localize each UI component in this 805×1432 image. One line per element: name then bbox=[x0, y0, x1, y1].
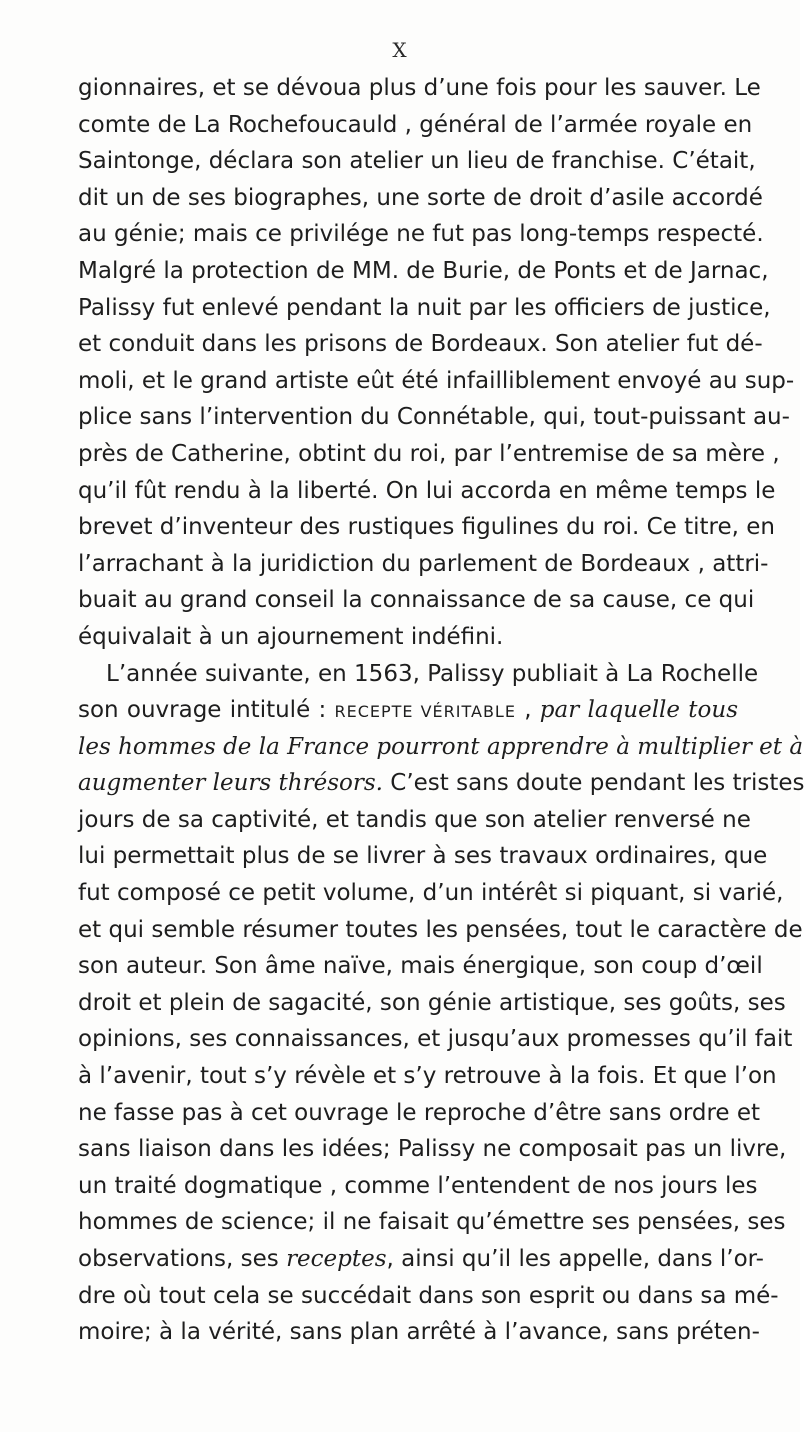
text-line: Saintonge, déclara son atelier un lieu de franchise. C’était, bbox=[78, 148, 756, 175]
text-line: qu’il fût rendu à la liberté. On lui accorda en même temps le bbox=[78, 477, 776, 504]
text-line: au génie; mais ce privilége ne fut pas long-temps respecté. bbox=[78, 221, 764, 248]
text-line: moli, et le grand artiste eût été infailliblement envoyé au sup- bbox=[78, 367, 795, 394]
text-line: gionnaires, et se dévoua plus d’une fois pour les sauver. Le bbox=[78, 75, 761, 101]
text-line: près de Catherine, obtint du roi, par l’entremise de sa mère , bbox=[78, 440, 780, 467]
text-line: lui permettait plus de se livrer à ses travaux ordinaires, que bbox=[78, 843, 768, 870]
book-title-italic: augmenter leurs thrésors. bbox=[78, 770, 383, 797]
text-line: jours de sa captivité, et tandis que son atelier renversé ne bbox=[78, 806, 751, 833]
text-run: C’est sans doute pendant les tristes bbox=[382, 770, 805, 797]
text-line: et qui semble résumer toutes les pensées, tout le caractère de bbox=[78, 916, 803, 943]
page-number: X bbox=[392, 38, 408, 62]
text-line: sans liaison dans les idées; Palissy ne composait pas un livre, bbox=[78, 1136, 787, 1163]
text-line: et conduit dans les prisons de Bordeaux. Son atelier fut dé- bbox=[78, 331, 763, 358]
text-line: dre où tout cela se succédait dans son esprit ou dans sa mé- bbox=[78, 1282, 779, 1309]
text-line: moire; à la vérité, sans plan arrêté à l’avance, sans préten- bbox=[78, 1319, 760, 1346]
text-line: Palissy fut enlevé pendant la nuit par les officiers de justice, bbox=[78, 294, 771, 321]
text-line: plice sans l’intervention du Connétable, qui, tout-puissant au- bbox=[78, 404, 790, 431]
text-line-with-title bbox=[78, 765, 805, 802]
text-line-with-italic bbox=[78, 1241, 764, 1278]
book-title-italic-line: les hommes de la France pourront apprendre à multiplier et à bbox=[78, 733, 804, 760]
text-line: l’arrachant à la juridiction du parlement de Bordeaux , attri- bbox=[78, 550, 769, 577]
text-line: dit un de ses biographes, une sorte de droit d’asile accordé bbox=[78, 184, 763, 211]
italic-term: receptes bbox=[286, 1246, 387, 1272]
text-run: , ainsi qu’il les appelle, dans l’or- bbox=[386, 1246, 764, 1272]
text-line: son auteur. Son âme naïve, mais énergique, son coup d’œil bbox=[78, 953, 763, 980]
body-text bbox=[78, 70, 805, 1351]
text-line: équivalait à un ajournement indéfini. bbox=[78, 623, 504, 650]
text-run: , bbox=[515, 697, 540, 724]
text-line: droit et plein de sagacité, son génie artistique, ses goûts, ses bbox=[78, 989, 786, 1016]
text-line: un traité dogmatique , comme l’entendent de nos jours les bbox=[78, 1172, 758, 1199]
text-line: ne fasse pas à cet ouvrage le reproche d’être sans ordre et bbox=[78, 1099, 761, 1126]
paragraph-first-line: L’année suivante, en 1563, Palissy publiait à La Rochelle bbox=[106, 660, 759, 687]
text-line: opinions, ses connaissances, et jusqu’aux promesses qu’il fait bbox=[78, 1026, 793, 1053]
book-title-italic: par laquelle tous bbox=[539, 697, 738, 724]
text-line-with-title bbox=[78, 692, 738, 729]
text-line: Malgré la protection de MM. de Burie, de Ponts et de Jarnac, bbox=[78, 257, 769, 284]
text-line: hommes de science; il ne faisait qu’émettre ses pensées, ses bbox=[78, 1209, 786, 1236]
book-title-smallcaps: RECEPTE VÉRITABLE bbox=[334, 702, 516, 722]
text-line: buait au grand conseil la connaissance de sa cause, ce qui bbox=[78, 587, 755, 614]
text-line: à l’avenir, tout s’y révèle et s’y retrouve à la fois. Et que l’on bbox=[78, 1063, 777, 1090]
text-line: fut composé ce petit volume, d’un intérêt si piquant, si varié, bbox=[78, 880, 784, 907]
text-run: son ouvrage intitulé : bbox=[78, 697, 335, 724]
text-line: comte de La Rochefoucauld , général de l’armée royale en bbox=[78, 111, 753, 138]
text-run: observations, ses bbox=[78, 1246, 287, 1272]
text-line: brevet d’inventeur des rustiques figulines du roi. Ce titre, en bbox=[78, 514, 775, 541]
